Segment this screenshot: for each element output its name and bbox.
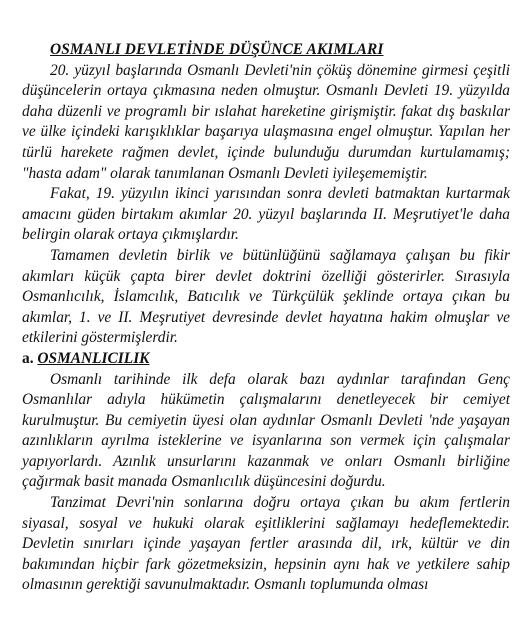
document-page bbox=[22, 40, 510, 596]
document-title: OSMANLI DEVLETİNDE DÜŞÜNCE AKIMLARI bbox=[50, 41, 384, 58]
section-heading-text: OSMANLICILIK bbox=[37, 349, 150, 367]
paragraph: Osmanlı tarihinde ilk defa olarak bazı aydınlar tarafından Genç Osmanlılar adıyla hükümetin çalışmalarını denetleyecek bir cemiyet kurulmuştur. Bu cemiyetin üyesi olan aydınlar Osmanlı Devleti 'nde yaşayan azınlıkların ayrılma isteklerine ve isyanlarına son vermek için çalışmalar yapıyorlardı. Azınlık unsurlarını kazanmak ve onları Osmanlı birliğine çağırmak basit manada Osmanlıcılık düşüncesini doğurdu. bbox=[22, 370, 510, 491]
paragraph: Tamamen devletin birlik ve bütünlüğünü sağlamaya çalışan bu fikir akımları küçük çapta birer devlet doktrini özelliği gösterirler. Sırasıyla Osmanlıcılık, İslamcılık, Batıcılık ve Türkçülük şeklinde ortaya çıkan bu akımlar, 1. ve II. Meşrutiyet devresinde devlet hayatına hakim olmuşlar ve etkilerini göstermişlerdir. bbox=[22, 246, 510, 347]
paragraph: Fakat, 19. yüzyılın ikinci yarısından sonra devleti batmaktan kurtarmak amacını güden birtakım akımlar 20. yüzyıl başlarında II. Meşrutiyet'le daha belirgin olarak ortaya çıkmışlardır. bbox=[22, 185, 510, 244]
section-heading bbox=[22, 349, 510, 370]
section-letter: a. bbox=[22, 349, 34, 367]
paragraph: Tanzimat Devri'nin sonlarına doğru ortaya çıkan bu akım fertlerin siyasal, sosyal ve hukuki olarak eşitliklerini sağlamayı hedeflemektedir. Devletin sınırları içinde yaşayan fertler arasında dil, ırk, kültür ve din bakımından hiçbir fark gözetmeksizin, hepsinin aynı hak ve yetkilere sahip olmasının gerektiği savunulmaktadır. Osmanlı toplumunda olması bbox=[22, 494, 510, 594]
paragraph: 20. yüzyıl başlarında Osmanlı Devleti'nin çöküş dönemine girmesi çeşitli düşüncelerin ortaya çıkmasına neden olmuştur. Osmanlı Devleti 19. yüzyılda daha düzenli ve programlı bir ıslahat hareketine girişmiştir. fakat dış baskılar ve ülke içindeki karışıklıklar başarıya ulaşmasına engel olmuştur. Yapılan her türlü harekete rağmen devlet, içinde bulunduğu durumdan kurtulamamış; "hasta adam" olarak tanımlanan Osmanlı Devleti iyileşememiştir. bbox=[22, 61, 510, 182]
